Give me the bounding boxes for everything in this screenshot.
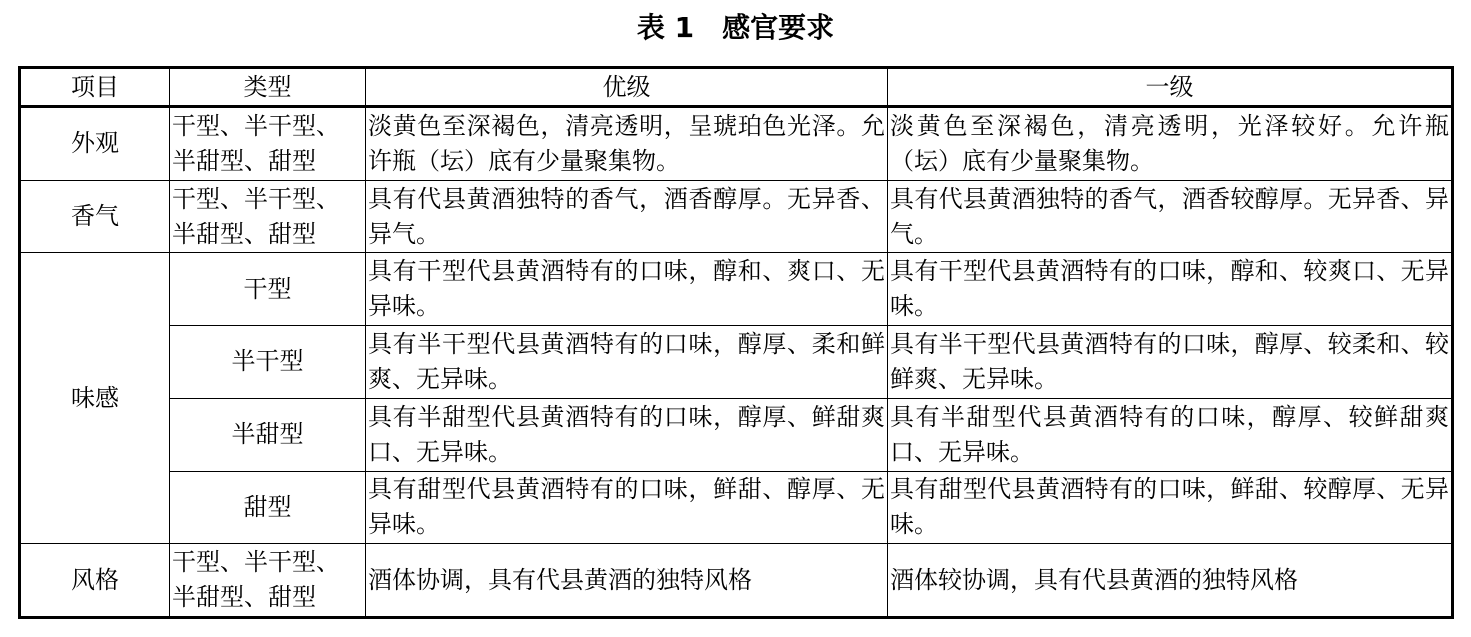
table-row-aroma [20, 180, 1453, 253]
type-cell: 甜型 [170, 471, 366, 544]
type-cell: 半干型 [170, 326, 366, 399]
table-row-appearance [20, 107, 1453, 181]
table-row-taste-dry [20, 253, 1453, 326]
table-row-taste-sweet [20, 471, 1453, 544]
header-type: 类型 [170, 68, 366, 107]
premium-cell: 酒体协调，具有代县黄酒的独特风格 [366, 544, 888, 618]
item-cell: 风格 [20, 544, 170, 618]
first-grade-cell: 淡黄色至深褐色，清亮透明，光泽较好。允许瓶（坛）底有少量聚集物。 [888, 107, 1453, 181]
premium-cell: 具有甜型代县黄酒特有的口味，鲜甜、醇厚、无异味。 [366, 471, 888, 544]
type-cell: 干型 [170, 253, 366, 326]
table-number: 表 1 [636, 11, 695, 44]
header-first-grade: 一级 [888, 68, 1453, 107]
table-row-style [20, 544, 1453, 618]
header-row [20, 68, 1453, 107]
premium-cell: 具有代县黄酒独特的香气，酒香醇厚。无异香、异气。 [366, 180, 888, 253]
header-item: 项目 [20, 68, 170, 107]
first-grade-cell: 具有干型代县黄酒特有的口味，醇和、较爽口、无异味。 [888, 253, 1453, 326]
table-row-taste-semi-dry [20, 326, 1453, 399]
first-grade-cell: 具有甜型代县黄酒特有的口味，鲜甜、较醇厚、无异味。 [888, 471, 1453, 544]
first-grade-cell: 酒体较协调，具有代县黄酒的独特风格 [888, 544, 1453, 618]
type-cell: 干型、半干型、半甜型、甜型 [170, 107, 366, 181]
sensory-requirements-table [18, 66, 1454, 619]
table-caption [0, 6, 1471, 46]
item-cell: 香气 [20, 180, 170, 253]
item-cell: 味感 [20, 253, 170, 544]
item-cell: 外观 [20, 107, 170, 181]
first-grade-cell: 具有半甜型代县黄酒特有的口味，醇厚、较鲜甜爽口、无异味。 [888, 398, 1453, 471]
first-grade-cell: 具有半干型代县黄酒特有的口味，醇厚、较柔和、较鲜爽、无异味。 [888, 326, 1453, 399]
type-cell: 干型、半干型、半甜型、甜型 [170, 180, 366, 253]
header-premium-grade: 优级 [366, 68, 888, 107]
premium-cell: 淡黄色至深褐色，清亮透明，呈琥珀色光泽。允许瓶（坛）底有少量聚集物。 [366, 107, 888, 181]
table-title: 感官要求 [722, 11, 835, 44]
premium-cell: 具有半干型代县黄酒特有的口味，醇厚、柔和鲜爽、无异味。 [366, 326, 888, 399]
type-cell: 干型、半干型、半甜型、甜型 [170, 544, 366, 618]
premium-cell: 具有干型代县黄酒特有的口味，醇和、爽口、无异味。 [366, 253, 888, 326]
first-grade-cell: 具有代县黄酒独特的香气，酒香较醇厚。无异香、异气。 [888, 180, 1453, 253]
table-row-taste-semi-sweet [20, 398, 1453, 471]
premium-cell: 具有半甜型代县黄酒特有的口味，醇厚、鲜甜爽口、无异味。 [366, 398, 888, 471]
type-cell: 半甜型 [170, 398, 366, 471]
